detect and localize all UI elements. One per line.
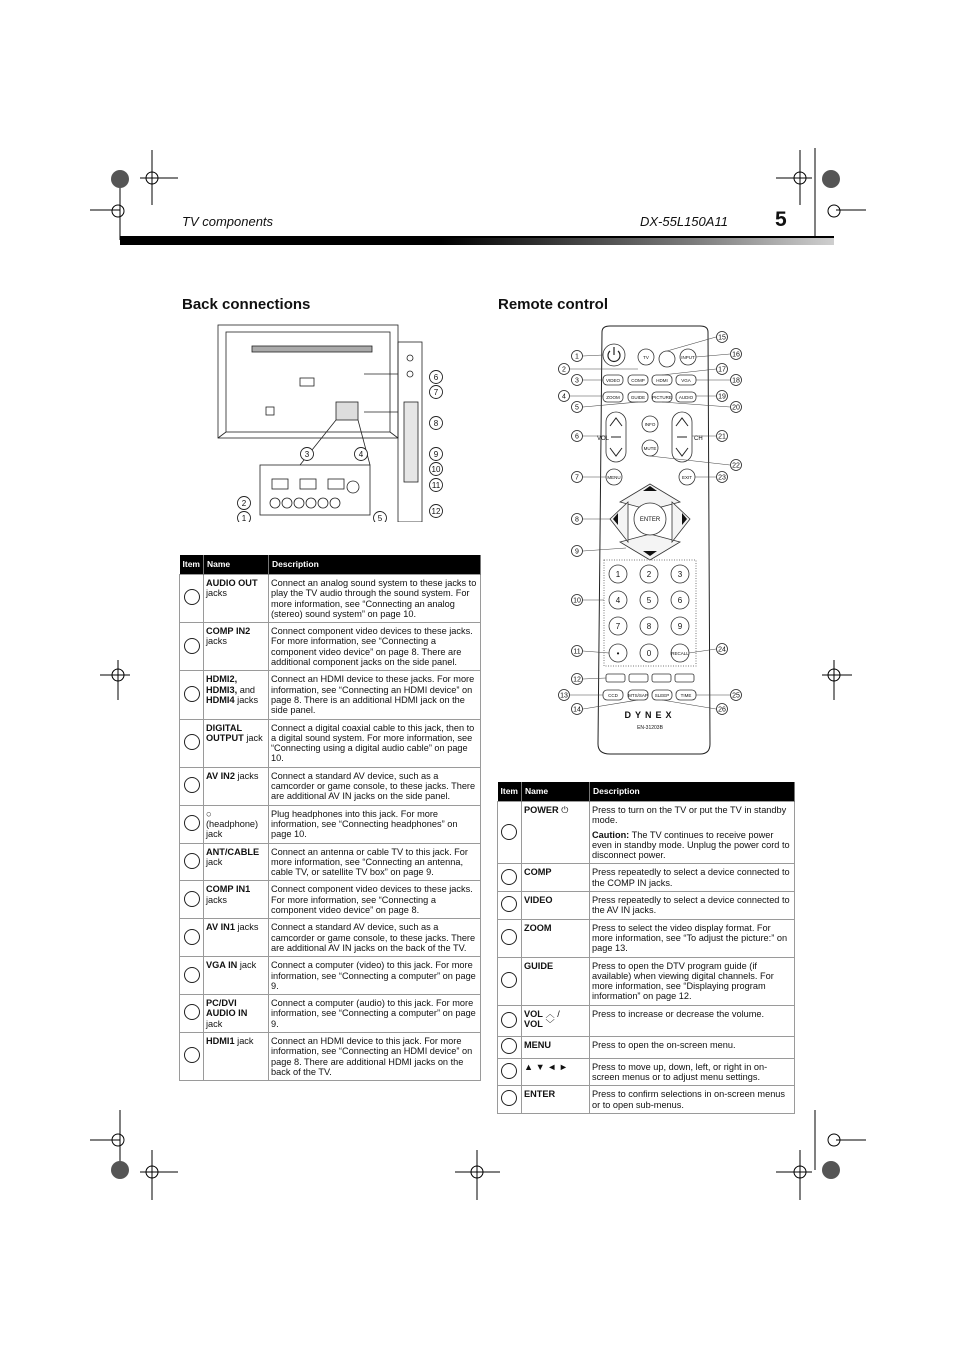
digit-4-button: 4 <box>615 596 621 605</box>
item-marker <box>501 869 517 885</box>
enter-button: ENTER <box>639 517 661 523</box>
arrow-keys-label: ▲ ▼ ◄ ► <box>523 1061 569 1072</box>
row-description: Connect an HDMI device to these jacks. For more information, see “Connecting an HDMI device” on page 8. There is an additional HDMI jack on the side panel. <box>269 671 481 719</box>
vga-button: VGA <box>681 378 691 383</box>
row-name: GUIDE <box>523 960 554 971</box>
digit-3-button: 3 <box>677 570 683 579</box>
item-marker <box>184 638 200 654</box>
table-row <box>180 995 481 1033</box>
vol-label: VOL <box>597 436 610 442</box>
col-item: Item <box>180 555 204 575</box>
row-description: Press to confirm selections in on-screen menus or to open sub-menus. <box>589 1086 794 1114</box>
row-description: Press repeatedly to select a device connected to the AV IN jacks. <box>589 892 794 920</box>
running-header-model: DX-55L150A11 <box>640 214 728 229</box>
item-marker <box>501 1063 517 1079</box>
mute-button: MUTE <box>643 446 657 451</box>
table-row <box>180 671 481 719</box>
item-marker <box>184 1004 200 1020</box>
row-name-3: HDMI4 <box>206 694 235 705</box>
row-name: ZOOM <box>523 922 552 933</box>
col-description: Description <box>269 555 481 575</box>
row-description: Press to open the DTV program guide (if available) when viewing digital channels. For more information, see “Displaying program information” on page 12. <box>589 957 794 1005</box>
col-name: Name <box>521 782 589 802</box>
item-marker <box>184 815 200 831</box>
row-description: Connect component video devices to these jacks. For more information, see “Connecting a component video device” on page 8. <box>269 881 481 919</box>
item-marker <box>184 929 200 945</box>
table-row <box>498 864 795 892</box>
col-item: Item <box>498 782 522 802</box>
table-row <box>180 767 481 805</box>
row-name-suffix: jacks <box>237 694 259 705</box>
back-callout-9: 9 <box>433 450 439 459</box>
table-row <box>498 802 795 864</box>
dot-button: • <box>616 649 620 658</box>
row-description: Press to increase or decrease the volume. <box>589 1005 794 1036</box>
remote-callout-23: 23 <box>718 474 726 482</box>
row-name: VOL <box>523 1008 543 1019</box>
table-row <box>498 919 795 957</box>
back-callout-12: 12 <box>431 507 441 516</box>
table-row <box>180 719 481 767</box>
remote-callout-5: 5 <box>575 404 579 412</box>
page-number: 5 <box>775 208 787 231</box>
row-description: Connect an analog sound system to these jacks to play the TV audio through the sound system. For more information, see “Connecting an analog (stereo) sound system” on page 10. <box>269 575 481 623</box>
col-description: Description <box>589 782 794 802</box>
row-description: Press to select the video display format. For more information, see “To adjust the picture:” on page 13. <box>589 919 794 957</box>
row-name-suffix: jacks <box>206 894 227 905</box>
remote-callout-16: 16 <box>732 351 740 359</box>
row-name-sep: / <box>557 1008 560 1019</box>
item-marker <box>501 1090 517 1106</box>
remote-callout-3: 3 <box>575 377 579 385</box>
row-name: AV IN1 <box>206 922 235 933</box>
remote-callout-2: 2 <box>562 366 566 374</box>
row-name: VGA IN <box>206 960 238 971</box>
row-name-suffix: jack <box>237 1035 254 1046</box>
row-description: Connect component video devices to these jacks. For more information, see “Connecting a component video device” on page 8. There are additional component jacks on the side panel. <box>269 623 481 671</box>
remote-callout-10: 10 <box>573 597 581 605</box>
item-marker <box>184 891 200 907</box>
row-name: HDMI2, <box>206 674 238 685</box>
remote-callout-13: 13 <box>560 692 568 700</box>
row-description: Connect an HDMI device to this jack. For more information, see “Connecting an HDMI device” on page 8. There are additional HDMI jacks on the back of the TV. <box>269 1032 481 1080</box>
table-row <box>498 1005 795 1036</box>
digit-2-button: 2 <box>646 570 652 579</box>
picture-button: PICTURE <box>652 395 672 400</box>
row-name-suffix: jack <box>206 856 223 867</box>
remote-callout-9: 9 <box>575 548 579 556</box>
hdmi-button: HDMI <box>656 378 668 383</box>
remote-callout-25: 25 <box>732 692 740 700</box>
item-marker <box>501 896 517 912</box>
row-name-2: VOL <box>523 1019 543 1030</box>
back-panel-illustration <box>200 322 460 522</box>
remote-callout-19: 19 <box>718 393 726 401</box>
remote-callout-24: 24 <box>718 646 726 654</box>
digit-0-button: 0 <box>646 649 652 658</box>
remote-callout-6: 6 <box>575 433 579 441</box>
table-row <box>180 957 481 995</box>
table-header-row <box>498 782 795 802</box>
row-description: Connect an antenna or cable TV to this jack. For more information, see “Connecting an antenna, cable TV, or satellite TV box” on page 9. <box>269 843 481 881</box>
back-callout-10: 10 <box>431 465 441 474</box>
row-name-and: and <box>239 684 256 695</box>
caution-text: The TV continues to receive power even in standby mode. Unplug the power cord to disconnect power. <box>591 829 790 861</box>
zoom-button: ZOOM <box>606 395 620 400</box>
back-callout-11: 11 <box>431 481 441 490</box>
table-row <box>180 805 481 843</box>
audio-button: AUDIO <box>678 395 694 400</box>
row-name-suffix: jack <box>206 829 223 840</box>
table-row <box>498 1036 795 1058</box>
row-name-suffix: jacks <box>237 922 259 933</box>
row-name-suffix: jack <box>246 732 263 743</box>
back-connections-title: Back connections <box>182 296 311 313</box>
remote-callout-18: 18 <box>732 377 740 385</box>
remote-callout-12: 12 <box>573 676 581 684</box>
remote-callout-15: 15 <box>718 334 726 342</box>
item-marker <box>501 972 517 988</box>
remote-control-table <box>497 782 795 1114</box>
back-callout-5: 5 <box>377 514 383 522</box>
comp-button: COMP <box>631 378 645 383</box>
remote-callout-14: 14 <box>573 706 581 714</box>
item-marker <box>184 853 200 869</box>
recall-button: RECALL <box>671 651 689 656</box>
input-button: INPUT <box>681 355 695 360</box>
power-icon: ⏻ <box>561 805 569 815</box>
remote-callout-17: 17 <box>718 366 726 374</box>
row-name-suffix: jacks <box>206 636 227 647</box>
table-row <box>498 892 795 920</box>
item-marker <box>184 1047 200 1063</box>
time-button: TIME <box>680 693 692 698</box>
table-row <box>180 881 481 919</box>
item-marker <box>501 1038 517 1054</box>
back-callout-3: 3 <box>304 450 310 459</box>
back-callout-8: 8 <box>433 419 439 428</box>
row-description: Connect a standard AV device, such as a camcorder or game console, to these jacks. There are additional AV IN jacks on the back of the TV. <box>269 919 481 957</box>
row-description: Press to move up, down, left, or right in on-screen menus or to adjust menu settings. <box>589 1058 794 1086</box>
back-callout-4: 4 <box>358 450 364 459</box>
video-button: VIDEO <box>605 378 621 383</box>
chevron-down-icon: ﹀ <box>545 1019 555 1030</box>
ch-label: CH <box>694 436 703 442</box>
item-marker <box>501 929 517 945</box>
row-description: Press repeatedly to select a device connected to the COMP IN jacks. <box>589 864 794 892</box>
col-name: Name <box>204 555 269 575</box>
info-button: INFO <box>644 422 656 427</box>
back-callout-7: 7 <box>433 388 439 397</box>
row-name: ENTER <box>523 1089 556 1100</box>
chevron-up-icon: ︿ <box>545 1008 555 1019</box>
remote-callout-21: 21 <box>718 433 726 441</box>
row-name-suffix: jacks <box>237 770 259 781</box>
table-row <box>498 1058 795 1086</box>
remote-callout-8: 8 <box>575 516 579 524</box>
item-marker <box>501 1012 517 1028</box>
row-name-2: (headphone) <box>206 818 259 829</box>
row-description: Connect a computer (audio) to this jack. For more information, see “Connecting a computer” on page 9. <box>269 995 481 1033</box>
table-header-row <box>180 555 481 575</box>
row-name: MENU <box>523 1039 552 1050</box>
row-name: HDMI1 <box>206 1035 235 1046</box>
row-name: ANT/CABLE <box>206 846 260 857</box>
remote-callout-1: 1 <box>575 353 579 361</box>
row-description: Press to open the on-screen menu. <box>589 1036 794 1058</box>
guide-button: GUIDE <box>630 395 646 400</box>
row-description-text: Press to turn on the TV or put the TV in standby mode. <box>591 805 787 826</box>
table-row <box>498 957 795 1005</box>
sleep-button: SLEEP <box>654 693 670 698</box>
remote-control-title: Remote control <box>498 296 609 313</box>
remote-callout-7: 7 <box>575 474 579 482</box>
table-row <box>498 1086 795 1114</box>
back-callout-1: 1 <box>241 514 247 522</box>
exit-button: EXIT <box>681 475 693 480</box>
table-row <box>180 919 481 957</box>
row-name: COMP IN1 <box>206 884 251 895</box>
table-row <box>180 575 481 623</box>
tv-button: TV <box>643 355 649 360</box>
row-name-suffix: jack <box>239 960 257 971</box>
row-description: Connect a standard AV device, such as a camcorder or game console, to these jacks. There are additional AV IN jacks on the side panel. <box>269 767 481 805</box>
digit-7-button: 7 <box>615 622 621 631</box>
ccd-button: CCD <box>608 693 618 698</box>
item-marker <box>184 777 200 793</box>
row-name: POWER <box>523 805 559 815</box>
back-connections-table <box>179 555 481 1081</box>
row-name-suffix: jacks <box>206 588 227 599</box>
item-marker <box>501 824 517 840</box>
row-name-suffix: jack <box>206 1018 223 1029</box>
digit-1-button: 1 <box>615 570 621 579</box>
header-rule <box>120 236 834 245</box>
row-name: DIGITAL OUTPUT <box>206 722 244 743</box>
remote-callout-22: 22 <box>732 462 740 470</box>
digit-6-button: 6 <box>677 596 683 605</box>
back-callout-6: 6 <box>433 373 439 382</box>
row-description: Plug headphones into this jack. For more information, see “Connecting headphones” on page 10. <box>269 805 481 843</box>
remote-model-code: EN-31203B <box>637 725 663 731</box>
remote-callout-20: 20 <box>732 404 740 412</box>
digit-5-button: 5 <box>646 596 652 605</box>
remote-control-illustration <box>550 324 750 774</box>
remote-callout-4: 4 <box>562 393 566 401</box>
table-row <box>180 843 481 881</box>
digit-8-button: 8 <box>646 622 652 631</box>
running-header-section: TV components <box>182 214 274 229</box>
brand-logo: DYNEX <box>624 710 676 720</box>
row-description: Connect a digital coaxial cable to this jack, then to a digital sound system. For more information, see “Connecting using a digital audio cable” on page 10. <box>269 719 481 767</box>
row-description: Connect a computer (video) to this jack. For more information, see “Connecting a computer” on page 9. <box>269 957 481 995</box>
row-name: AV IN2 <box>206 770 235 781</box>
item-marker <box>184 734 200 750</box>
row-name: COMP IN2 <box>206 626 251 637</box>
item-marker <box>184 686 200 702</box>
caution-label: Caution: <box>591 829 630 840</box>
back-callout-2: 2 <box>241 499 247 508</box>
table-row <box>180 1032 481 1080</box>
row-name: VIDEO <box>523 895 553 906</box>
row-name-2: HDMI3, <box>206 684 238 695</box>
item-marker <box>184 589 200 605</box>
row-description <box>589 802 794 864</box>
row-name: AUDIO OUT <box>206 578 258 588</box>
remote-callout-26: 26 <box>718 706 726 714</box>
row-name: PC/DVI AUDIO IN <box>206 998 248 1019</box>
digit-9-button: 9 <box>677 622 683 631</box>
table-row <box>180 623 481 671</box>
mts-sap-button: MTS/SAP <box>628 693 648 698</box>
row-name: COMP <box>523 867 552 878</box>
menu-button: MENU <box>607 475 621 480</box>
remote-callout-11: 11 <box>573 648 581 656</box>
headphone-icon: ○ <box>206 808 212 819</box>
item-marker <box>184 967 200 983</box>
